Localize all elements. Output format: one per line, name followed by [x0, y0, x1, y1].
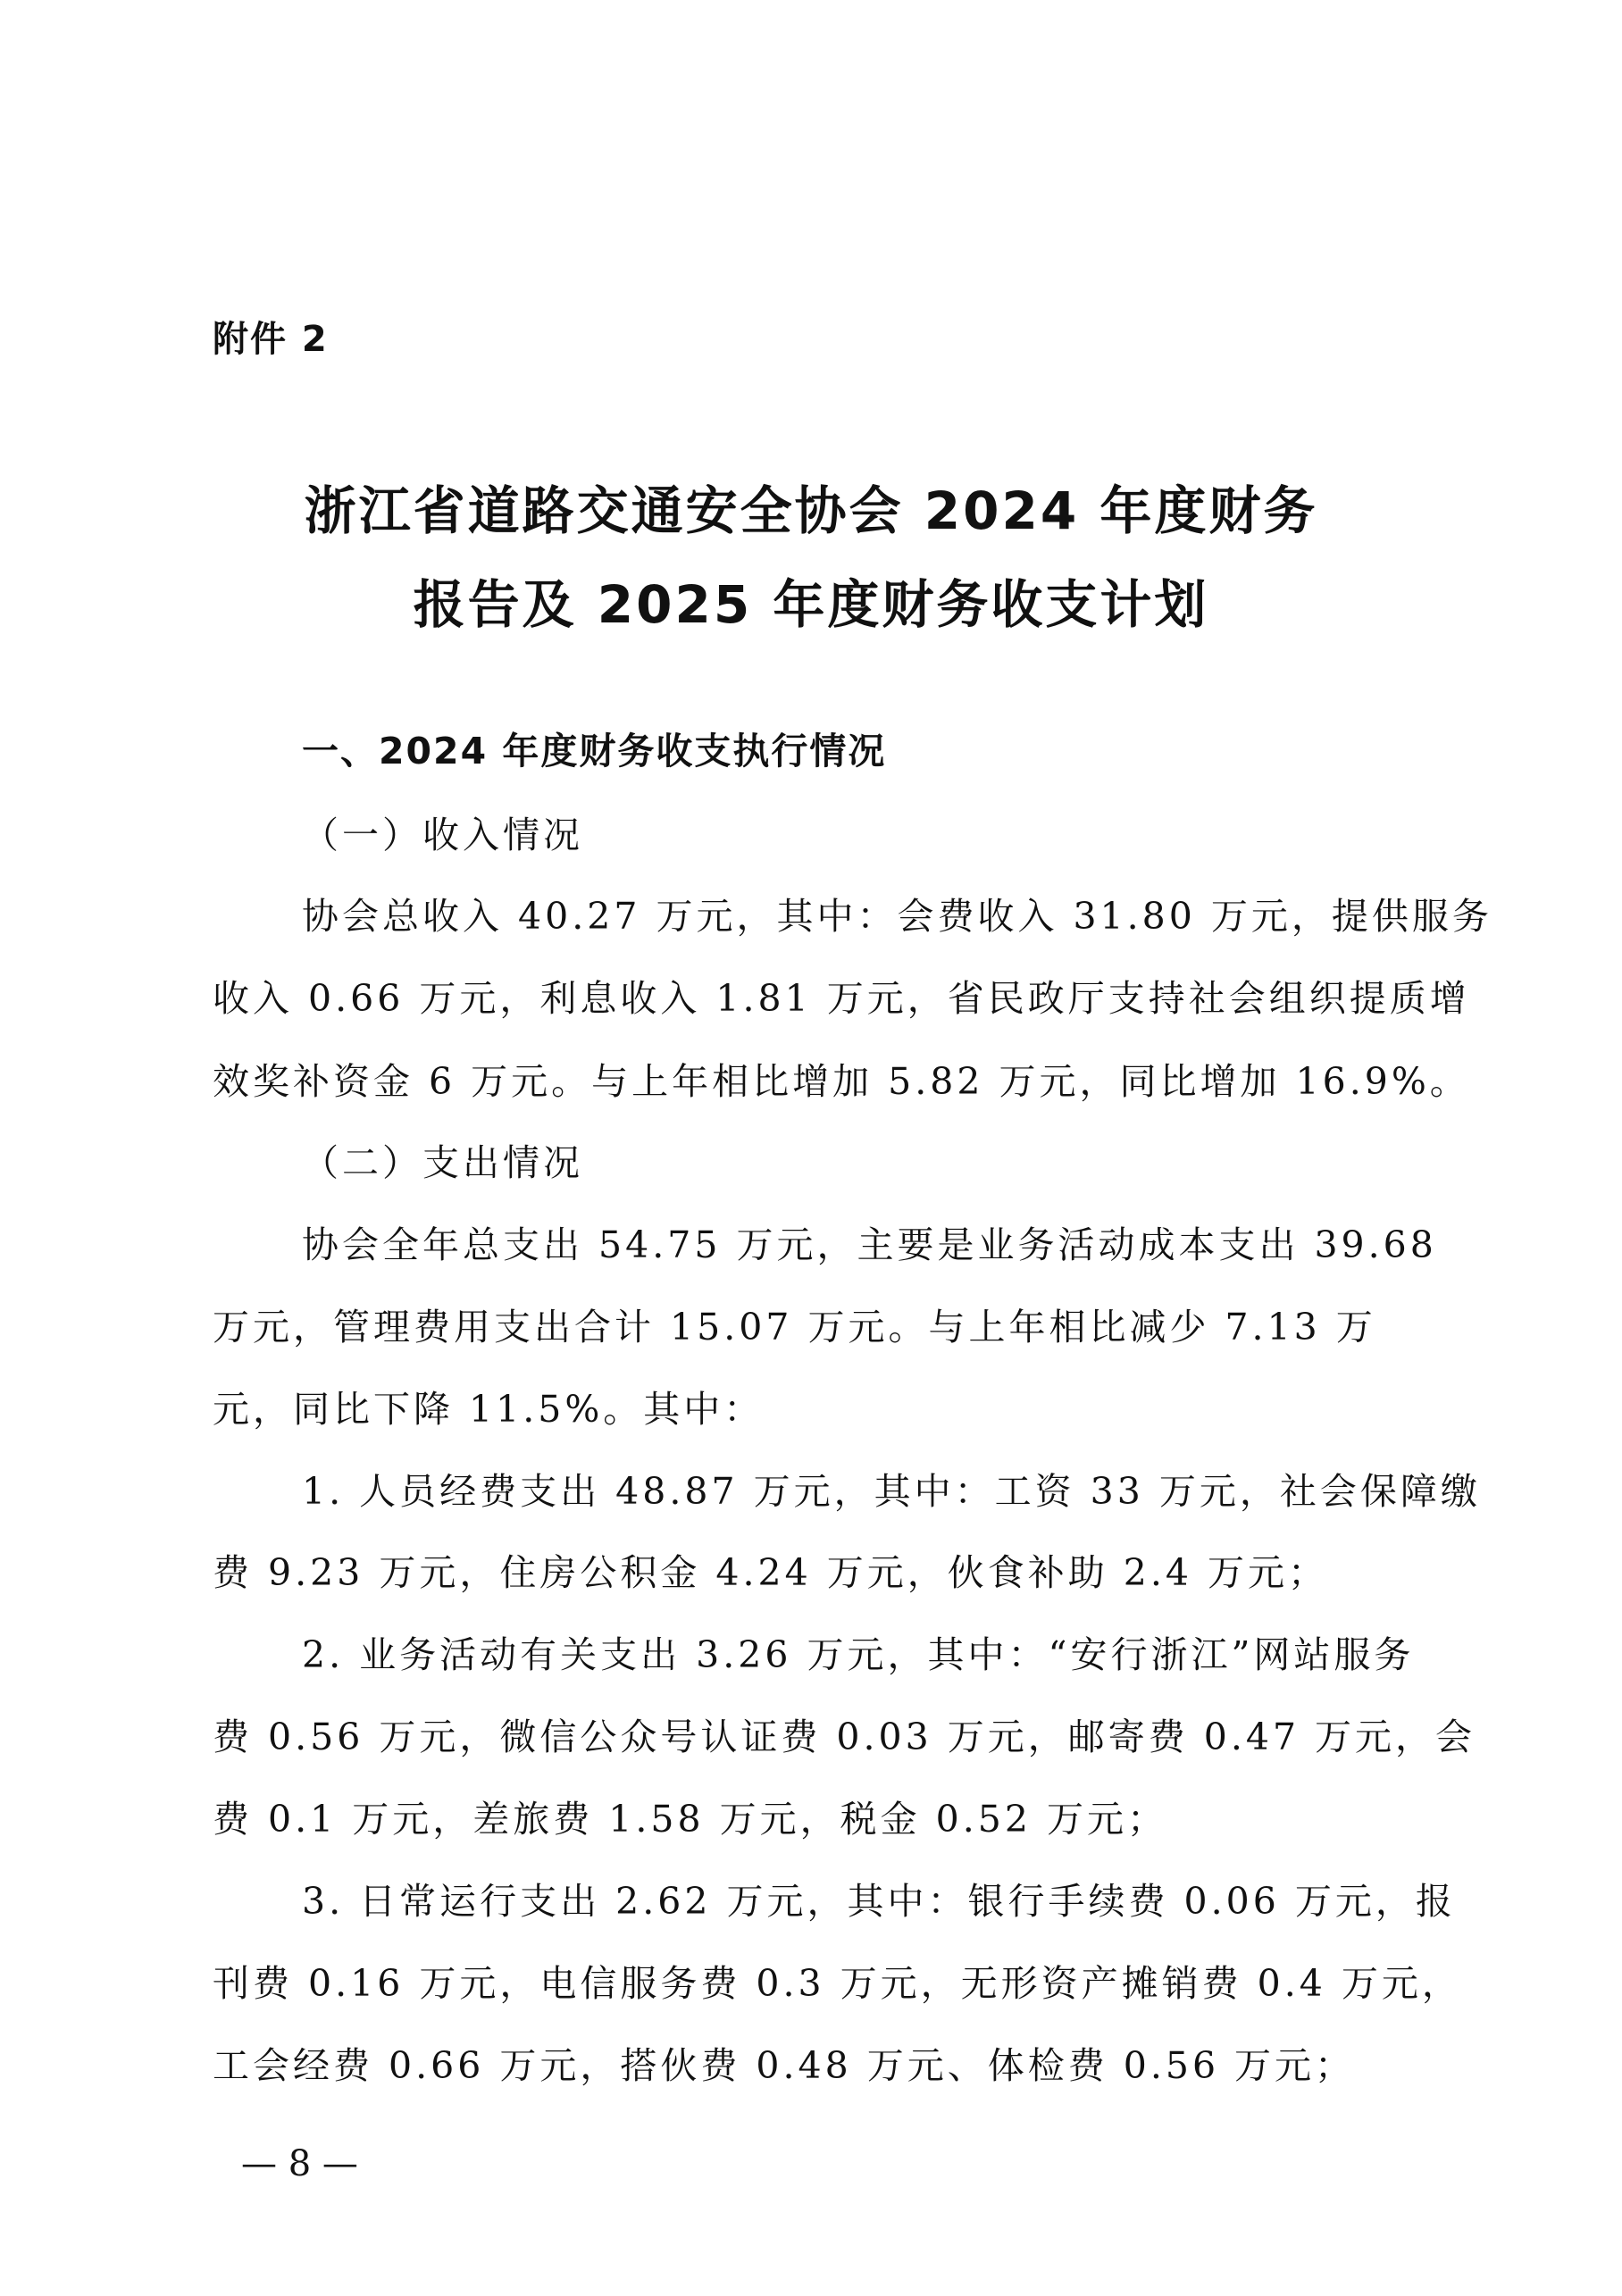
paragraph-line: 万元，管理费用支出合计 15.07 万元。与上年相比减少 7.13 万 — [213, 1306, 1376, 1348]
page-number: — 8 — — [241, 2143, 358, 2184]
list-item-line: 3. 日常运行支出 2.62 万元，其中：银行手续费 0.06 万元，报 — [302, 1880, 1456, 1923]
document-title-line-2: 报告及 2025 年度财务收支计划 — [413, 574, 1209, 635]
attachment-label: 附件 2 — [213, 319, 329, 360]
paragraph-line: 协会总收入 40.27 万元，其中：会费收入 31.80 万元，提供服务 — [302, 895, 1492, 938]
list-item-line: 费 0.56 万元，微信公众号认证费 0.03 万元，邮寄费 0.47 万元，会 — [213, 1716, 1476, 1758]
list-item-line: 2. 业务活动有关支出 3.26 万元，其中：“安行浙江”网站服务 — [302, 1633, 1415, 1676]
income-subheading: （一）收入情况 — [302, 814, 583, 856]
list-item-line: 费 0.1 万元，差旅费 1.58 万元，税金 0.52 万元； — [213, 1798, 1167, 1841]
document-title-line-1: 浙江省道路交通安全协会 2024 年度财务 — [304, 480, 1318, 541]
paragraph-line: 效奖补资金 6 万元。与上年相比增加 5.82 万元，同比增加 16.9%。 — [213, 1060, 1470, 1103]
list-item-line: 1. 人员经费支出 48.87 万元，其中：工资 33 万元，社会保障缴 — [302, 1470, 1481, 1513]
paragraph-line: 协会全年总支出 54.75 万元，主要是业务活动成本支出 39.68 — [302, 1223, 1437, 1266]
paragraph-line: 收入 0.66 万元，利息收入 1.81 万元，省民政厅支持社会组织提质增 — [213, 977, 1470, 1020]
expense-subheading: （二）支出情况 — [302, 1141, 583, 1184]
list-item-line: 费 9.23 万元，住房公积金 4.24 万元，伙食补助 2.4 万元； — [213, 1551, 1328, 1594]
section-heading: 一、2024 年度财务收支执行情况 — [302, 730, 887, 772]
list-item-line: 刊费 0.16 万元，电信服务费 0.3 万元，无形资产摊销费 0.4 万元， — [213, 1962, 1462, 2005]
list-item-line: 工会经费 0.66 万元，搭伙费 0.48 万元、体检费 0.56 万元； — [213, 2044, 1356, 2087]
paragraph-line: 元，同比下降 11.5%。其中： — [213, 1388, 765, 1431]
